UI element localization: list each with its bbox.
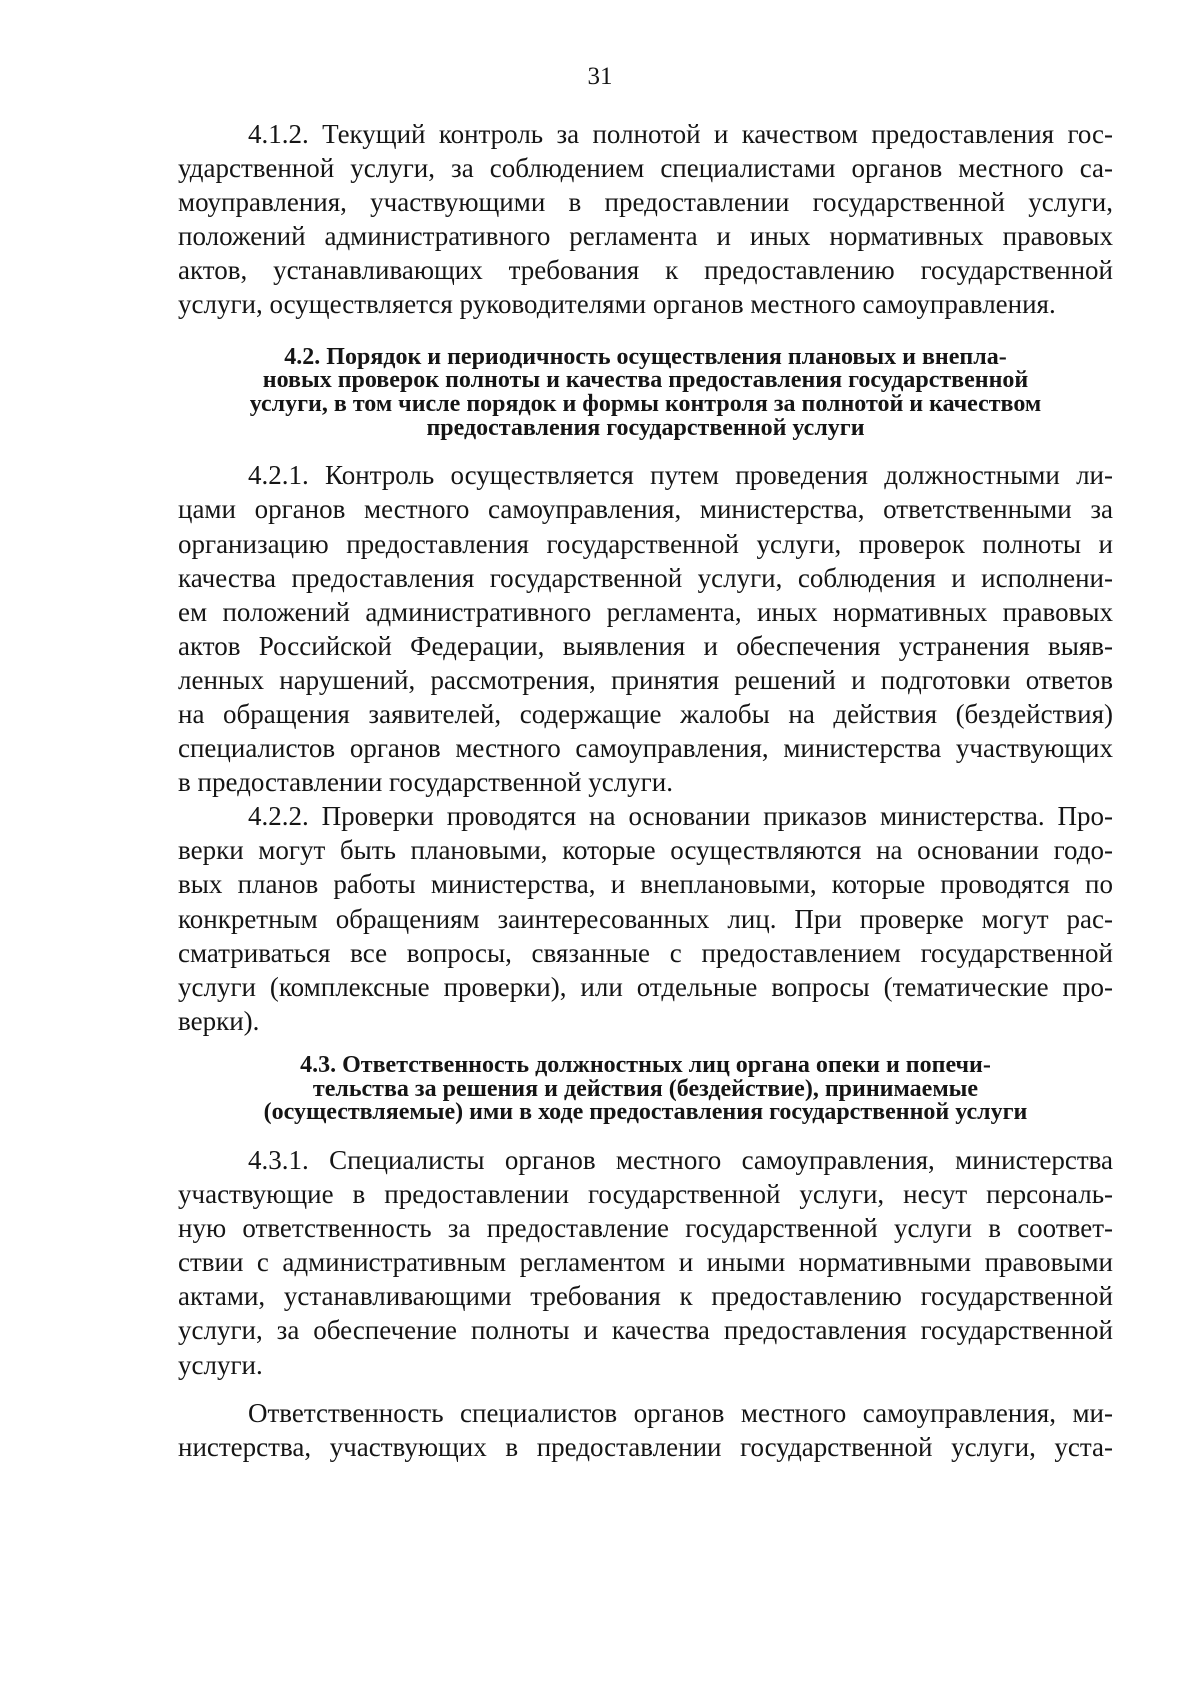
text-line: конкретным обращениям заинтересованных лиц. При проверке могут рас- xyxy=(178,903,1113,934)
text-line: услуги (комплексные проверки), или отдельные вопросы (тематические про- xyxy=(178,971,1113,1002)
text-line: вых планов работы министерства, и внеплановыми, которые проводятся по xyxy=(178,869,1113,900)
text-line: на обращения заявителей, содержащие жалобы на действия (бездействия) xyxy=(178,698,1113,729)
text-line: услуги. xyxy=(178,1349,263,1380)
heading-line: (осуществляемые) ими в ходе предоставления государственной услуги xyxy=(263,1099,1028,1126)
text-line: ствии с административным регламентом и иными нормативными правовыми xyxy=(178,1247,1113,1278)
section-heading-4-3 xyxy=(178,1051,1113,1126)
heading-line: новых проверок полноты и качества предоставления государственной xyxy=(262,367,1029,394)
text-line: качества предоставления государственной услуги, соблюдения и исполнени- xyxy=(178,562,1113,593)
text-line: ударственной услуги, за соблюдением специалистами органов местного са- xyxy=(178,153,1113,184)
text-line: верки). xyxy=(178,1005,260,1036)
text-line: организацию предоставления государственной услуги, проверок полноты и xyxy=(178,528,1113,559)
text-line: ем положений административного регламента, иных нормативных правовых xyxy=(178,596,1113,627)
text-line: положений административного регламента и иных нормативных правовых xyxy=(178,221,1113,252)
text-line: моуправления, участвующими в предоставлении государственной услуги, xyxy=(178,187,1113,218)
page-number: 31 xyxy=(587,63,613,90)
text-line: 4.3.1. Специалисты органов местного самоуправления, министерства xyxy=(248,1144,1113,1175)
heading-line: услуги, в том числе порядок и формы контроля за полнотой и качеством xyxy=(249,390,1042,417)
text-line: услуги, осуществляется руководителями органов местного самоуправления. xyxy=(178,289,1056,320)
text-line: ленных нарушений, рассмотрения, принятия решений и подготовки ответов xyxy=(178,664,1113,695)
paragraph-4-3-1 xyxy=(178,1143,1113,1382)
heading-line: предоставления государственной услуги xyxy=(426,414,865,441)
heading-line: тельства за решения и действия (бездействие), принимаемые xyxy=(312,1075,979,1102)
document-body xyxy=(178,117,1113,1464)
text-line: ную ответственность за предоставление государственной услуги в соответ- xyxy=(178,1213,1113,1244)
text-line: актами, устанавливающими требования к предоставлению государственной xyxy=(178,1281,1113,1312)
text-line: цами органов местного самоуправления, министерства, ответственными за xyxy=(178,494,1113,525)
text-line: услуги, за обеспечение полноты и качества предоставления государственной xyxy=(178,1315,1113,1346)
text-line: нистерства, участвующих в предоставлении государственной услуги, уста- xyxy=(178,1431,1113,1462)
text-line: сматриваться все вопросы, связанные с предоставлением государственной xyxy=(178,937,1113,968)
text-line: 4.2.1. Контроль осуществляется путем проведения должностными ли- xyxy=(248,460,1113,491)
paragraph-4-1-2 xyxy=(178,117,1113,322)
paragraph-4-2-2 xyxy=(178,799,1113,1038)
text-line: Ответственность специалистов органов местного самоуправления, ми- xyxy=(248,1397,1113,1428)
paragraph-responsibility xyxy=(178,1396,1113,1464)
text-line: актов, устанавливающих требования к предоставлению государственной xyxy=(178,255,1113,286)
heading-line: 4.2. Порядок и периодичность осуществления плановых и внепла- xyxy=(284,343,1007,370)
text-line: в предоставлении государственной услуги. xyxy=(178,767,673,798)
text-line: 4.1.2. Текущий контроль за полнотой и качеством предоставления гос- xyxy=(248,119,1113,149)
heading-line: 4.3. Ответственность должностных лиц органа опеки и попечи- xyxy=(300,1051,991,1078)
text-line: 4.2.2. Проверки проводятся на основании приказов министерства. Про- xyxy=(248,801,1113,832)
section-heading-4-2 xyxy=(178,343,1113,441)
text-line: верки могут быть плановыми, которые осуществляются на основании годо- xyxy=(178,835,1113,866)
text-line: участвующие в предоставлении государственной услуги, несут персональ- xyxy=(178,1179,1113,1210)
text-line: специалистов органов местного самоуправления, министерства участвующих xyxy=(178,733,1113,764)
paragraph-4-2-1 xyxy=(178,458,1113,799)
text-line: актов Российской Федерации, выявления и обеспечения устранения выяв- xyxy=(178,630,1113,661)
